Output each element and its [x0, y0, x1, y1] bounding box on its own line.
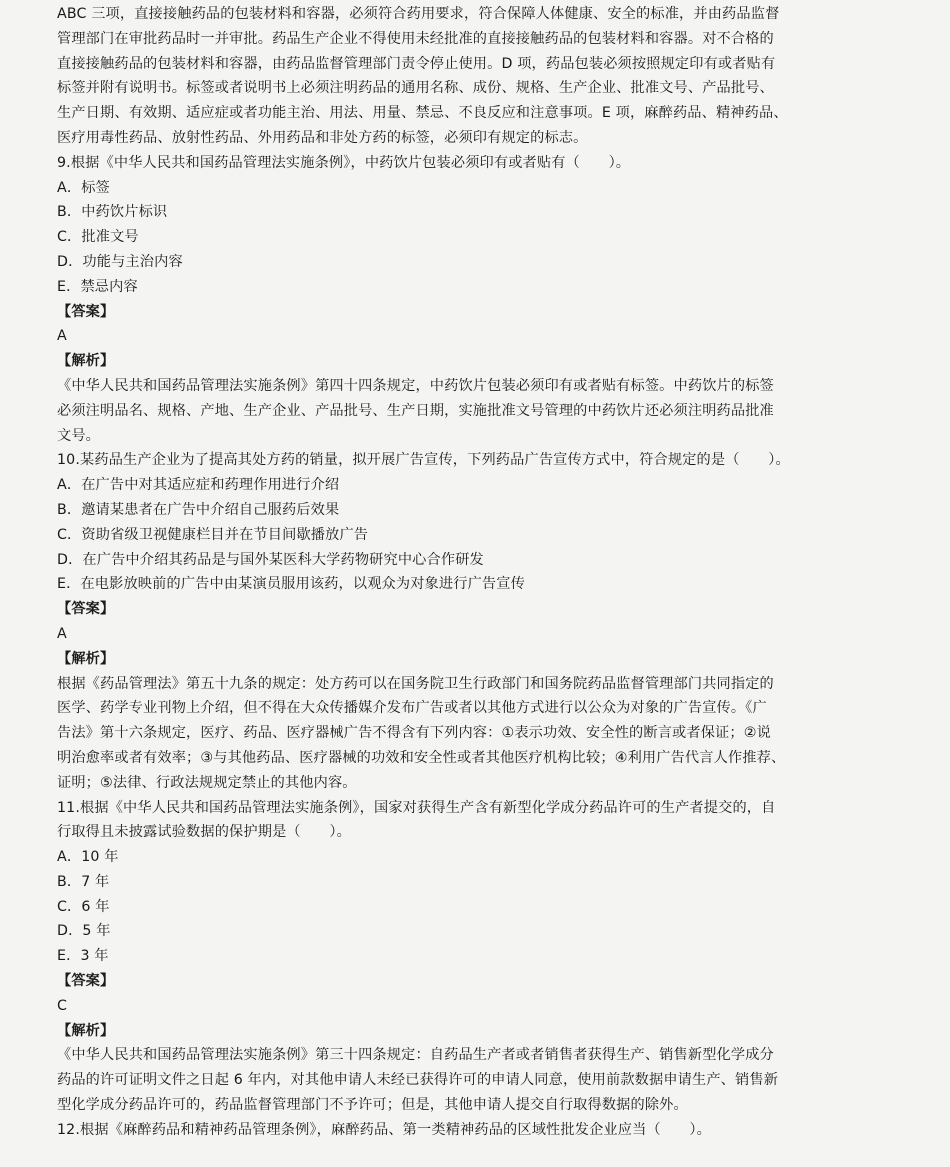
question-stem: 9.根据《中华人民共和国药品管理法实施条例》，中药饮片包装必须印有或者贴有（ ）。	[57, 154, 631, 171]
question-10	[57, 448, 906, 795]
analysis-line: 明治愈率或者有效率；③与其他药品、医疗器械的功效和安全性或者其他医疗机构比较；④利用广告代言人作推荐、	[57, 749, 786, 766]
option-c: C．资助省级卫视健康栏目并在节目间歇播放广告	[57, 526, 369, 543]
option-c: C．6 年	[57, 898, 110, 915]
option-d: D．功能与主治内容	[57, 253, 183, 270]
intro-paragraph	[57, 2, 906, 151]
text-line: 管理部门在审批药品时一并审批。药品生产企业不得使用未经批准的直接接触药品的包装材料和容器。对不合格的	[57, 30, 774, 47]
analysis-heading: 【解析】	[57, 353, 115, 370]
option-a: A．在广告中对其适应症和药理作用进行介绍	[57, 477, 340, 494]
question-11	[57, 796, 906, 1118]
analysis-line: 文号。	[57, 427, 101, 444]
option-e: E．3 年	[57, 948, 109, 965]
analysis-line: 《中华人民共和国药品管理法实施条例》第四十四条规定，中药饮片包装必须印有或者贴有标签。中药饮片的标签	[57, 377, 774, 394]
analysis-line: 告法》第十六条规定，医疗、药品、医疗器械广告不得含有下列内容：①表示功效、安全性的断言或者保证；②说	[57, 725, 771, 742]
analysis-line: 医学、药学专业刊物上介绍，但不得在大众传播媒介发布广告或者以其他方式进行以公众为对象的广告宣传。《广	[57, 700, 767, 717]
question-12	[57, 1118, 906, 1143]
option-c: C．批准文号	[57, 229, 139, 246]
option-e: E．在电影放映前的广告中由某演员服用该药，以观众为对象进行广告宣传	[57, 576, 525, 593]
analysis-line: 药品的许可证明文件之日起 6 年内，对其他申请人未经已获得许可的申请人同意，使用前款数据申请生产、销售新	[57, 1072, 779, 1089]
analysis-line: 证明；⑤法律、行政法规规定禁止的其他内容。	[57, 774, 357, 791]
analysis-line: 必须注明品名、规格、产地、生产企业、产品批号、生产日期，实施批准文号管理的中药饮片还必须注明药品批准	[57, 402, 774, 419]
option-b: B．邀请某患者在广告中介绍自己服药后效果	[57, 501, 340, 518]
option-b: B．中药饮片标识	[57, 204, 168, 221]
answer-heading: 【答案】	[57, 303, 115, 320]
text-line: 直接接触药品的包装材料和容器，由药品监督管理部门责令停止使用。D 项，药品包装必须按照规定印有或者贴有	[57, 55, 776, 72]
option-a: A．标签	[57, 179, 110, 196]
question-stem: 11.根据《中华人民共和国药品管理法实施条例》，国家对获得生产含有新型化学成分药品许可的生产者提交的，自	[57, 799, 776, 816]
option-b: B．7 年	[57, 873, 110, 890]
option-d: D．5 年	[57, 923, 111, 940]
question-stem: 行取得且未披露试验数据的保护期是（ ）。	[57, 824, 351, 841]
option-e: E．禁忌内容	[57, 278, 138, 295]
analysis-line: 《中华人民共和国药品管理法实施条例》第三十四条规定：自药品生产者或者销售者获得生产、销售新型化学成分	[57, 1047, 774, 1064]
analysis-line: 根据《药品管理法》第五十九条的规定：处方药可以在国务院卫生行政部门和国务院药品监督管理部门共同指定的	[57, 675, 774, 692]
answer-heading: 【答案】	[57, 601, 115, 618]
text-line: 医疗用毒性药品、放射性药品、外用药品和非处方药的标签，必须印有规定的标志。	[57, 129, 588, 146]
answer-value: C	[57, 997, 68, 1014]
analysis-heading: 【解析】	[57, 650, 115, 667]
answer-heading: 【答案】	[57, 973, 115, 990]
text-line: 生产日期、有效期、适应症或者功能主治、用法、用量、禁忌、不良反应和注意事项。E 项，麻醉药品、精神药品、	[57, 105, 788, 122]
text-line: ABC 三项，直接接触药品的包装材料和容器，必须符合药用要求，符合保障人体健康、安全的标准，并由药品监督	[57, 6, 780, 22]
analysis-heading: 【解析】	[57, 1022, 115, 1039]
option-d: D．在广告中介绍其药品是与国外某医科大学药物研究中心合作研发	[57, 551, 484, 568]
analysis-line: 型化学成分药品许可的，药品监督管理部门不予许可；但是，其他申请人提交自行取得数据的除外。	[57, 1097, 688, 1114]
option-a: A．10 年	[57, 849, 119, 866]
question-stem: 10.某药品生产企业为了提高其处方药的销量，拟开展广告宣传，下列药品广告宣传方式中，符合规定的是（ ）。	[57, 452, 790, 469]
answer-value: A	[57, 625, 67, 642]
text-line: 标签并附有说明书。标签或者说明书上必须注明药品的通用名称、成份、规格、生产企业、批准文号、产品批号、	[57, 80, 774, 97]
question-9	[57, 151, 906, 449]
answer-value: A	[57, 328, 67, 345]
question-stem: 12.根据《麻醉药品和精神药品管理条例》，麻醉药品、第一类精神药品的区域性批发企业应当（ ）。	[57, 1121, 712, 1138]
